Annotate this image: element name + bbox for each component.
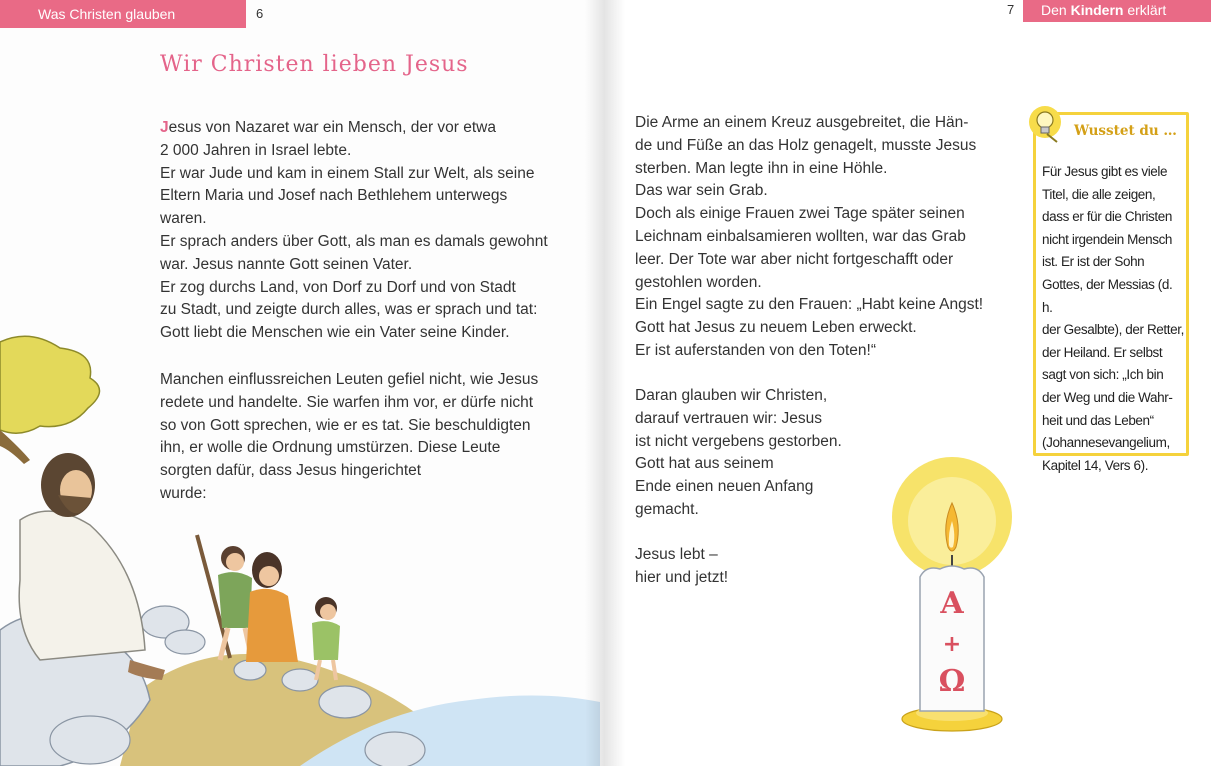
dropcap: J	[160, 119, 169, 136]
easter-candle-illustration	[890, 455, 1025, 745]
header-suffix: erklärt	[1123, 2, 1167, 18]
plus-symbol: +	[942, 632, 962, 657]
second-paragraph: Manchen einflussreichen Leuten gefiel nicht, wie Jesus redete und handelte. Sie warfen ihm vor, er dürfe nicht so von Gott sprechen, wie er es tat. Sie beschuldigten ihn, er wolle die Ordnung umstürzen. Diese Leute sorgten dafür, dass Jesus hingerichtet wurde:	[160, 371, 539, 502]
page-number-right: 7	[1007, 2, 1015, 17]
right-page	[605, 0, 1211, 766]
section-header-right	[1023, 0, 1211, 22]
alpha-symbol: A	[940, 586, 964, 621]
section-header-left: Was Christen glauben	[0, 0, 246, 28]
belief-paragraph: Daran glauben wir Christen, darauf vertrauen wir: Jesus ist nicht vergebens gestorben. Gott hat aus seinem Ende einen neuen Anfang gemacht.	[635, 387, 842, 518]
resurrection-paragraph: Die Arme an einem Kreuz ausgebreitet, die Hän- de und Füße an das Holz genagelt, musste Jesus sterben. Man legte ihn in eine Höhle. Das war sein Grab. Doch als einige Frauen zwei Tage später seinen Leichnam einbalsamieren wollten, war das Grab leer. Der Tote war aber nicht fortgeschafft oder gestohlen worden. Ein Engel sagte zu den Frauen: „Habt keine Angst! Gott hat Jesus zu neuem Leben erweckt. Er ist auferstanden von den Toten!“	[635, 114, 984, 359]
omega-symbol: Ω	[938, 664, 966, 699]
intro-text: esus von Nazaret war ein Mensch, der vor etwa 2 000 Jahren in Israel lebte. Er war Jude und kam in einem Stall zur Welt, als seine Eltern Maria und Josef nach Bethlehem unterwegs waren. Er sprach anders über Gott, als man es damals gewohnt war. Jesus nannte Gott seinen Vater. Er zog durchs Land, von Dorf zu Dorf und von Stadt zu Stadt, und zeigte durch alles, was er sprach und tat: Gott liebt die Menschen wie ein Vater seine Kinder.	[160, 119, 548, 342]
info-box-text: Für Jesus gibt es viele Titel, die alle zeigen, dass er für die Christen nicht irgendein Mensch ist. Er ist der Sohn Gottes, der Messias (d. h. der Gesalbte), der Retter, der Heiland. Er selbst sagt von sich: „Ich bin der Weg und die Wahr- heit und das Leben“ (Johannesevangelium, Kapitel 14, Vers 6).	[1042, 164, 1184, 473]
lightbulb-icon	[1027, 104, 1067, 144]
info-box	[1033, 112, 1189, 473]
header-prefix: Den	[1041, 2, 1071, 18]
left-page	[0, 0, 605, 766]
jesus-children-illustration	[0, 330, 600, 766]
page-title: Wir Christen lieben Jesus	[160, 52, 469, 77]
page-number-left: 6	[256, 6, 264, 21]
closing-paragraph: Jesus lebt – hier und jetzt!	[635, 546, 729, 586]
intro-paragraph	[160, 117, 590, 345]
info-box-title: Wusstet du …	[1074, 123, 1177, 139]
header-bold: Kindern	[1070, 2, 1124, 18]
